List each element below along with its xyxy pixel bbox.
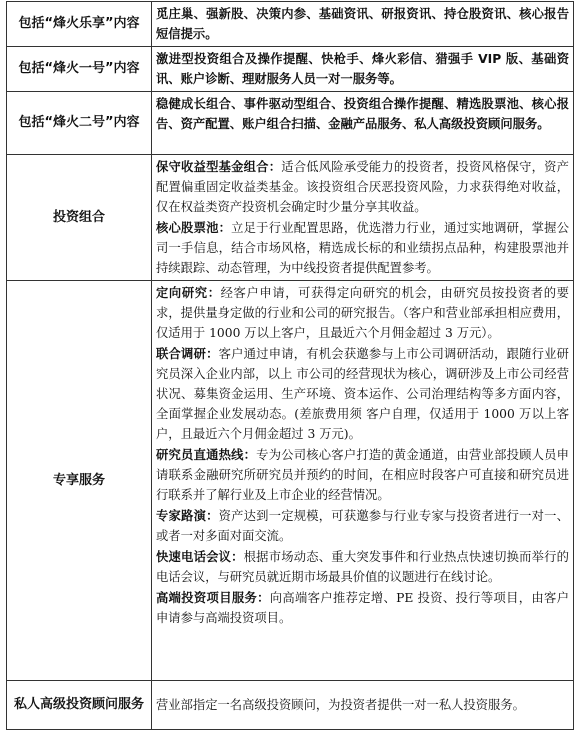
item-term: 快速电话会议： (156, 550, 244, 564)
table-row (7, 681, 574, 730)
table-row (7, 92, 574, 155)
item-term: 核心股票池： (156, 221, 232, 235)
item-term: 高端投资项目服务： (156, 591, 270, 605)
item-text: 资产达到一定规模，可获邀参与行业专家与投资者进行一对一、或者一对多面对面交流。 (156, 509, 569, 543)
row-content (152, 281, 574, 681)
row-label: 专享服务 (7, 281, 152, 681)
table-row (7, 281, 574, 681)
table-row (7, 2, 574, 47)
item-term: 研究员直通热线： (156, 448, 257, 462)
item-text: 客户通过申请，有机会获邀参与上市公司调研活动，跟随行业研究员深入企业内部，以上 市公司的经营现状为核心，调研涉及上市公司经营状况、募集资金运用、生产环境、资本运作、公司治理结构等多方面内容，全面掌握企业发展动态。(差旅费用须 客户自理，仅适用于 1000 万以上客户，且最近六个月佣金超过 3 万元)。 (156, 347, 569, 441)
row-content (152, 155, 574, 281)
list-item (156, 445, 569, 505)
row-label: 私人高级投资顾问服务 (7, 681, 152, 730)
row-content: 营业部指定一名高级投资顾问，为投资者提供一对一私人投资服务。 (152, 681, 574, 730)
list-item (156, 157, 569, 217)
row-label: 包括“烽火乐享”内容 (7, 2, 152, 47)
list-item (156, 344, 569, 444)
item-text: 立足于行业配置思路，优选潜力行业，通过实地调研，掌握公司一手信息，结合市场风格，精选成长标的和业绩拐点品种，构建股票池并持续跟踪、动态管理，为中线投资者提供配置参考。 (156, 221, 569, 275)
table-row (7, 47, 574, 92)
table-row (7, 155, 574, 281)
list-item (156, 547, 569, 587)
list-item (156, 506, 569, 546)
row-label: 包括“烽火二号”内容 (7, 92, 152, 155)
item-text: 向高端客户推荐定增、PE 投资、投行等项目，由客户申请参与高端投资项目。 (156, 591, 569, 625)
list-item (156, 218, 569, 278)
item-term: 保守收益型基金组合： (156, 160, 282, 174)
item-text: 根据市场动态、重大突发事件和行业热点快速切换而举行的电话会议，与研究员就近期市场最具价值的议题进行在线讨论。 (156, 550, 569, 584)
row-content: 觅庄巢、强新股、决策内参、基础资讯、研报资讯、持仓股资讯、核心报告短信提示。 (152, 2, 574, 47)
row-label: 投资组合 (7, 155, 152, 281)
list-item (156, 283, 569, 343)
item-text: 专为公司核心客户打造的黄金通道，由营业部投顾人员申请联系金融研究所研究员并预约的时间，在相应时段客户可直接和研究员进行联系并了解行业及上市企业的经营情况。 (156, 448, 569, 502)
row-label: 包括“烽火一号”内容 (7, 47, 152, 92)
service-table (6, 1, 574, 730)
item-term: 定向研究： (156, 286, 221, 300)
list-item (156, 588, 569, 628)
row-content: 激进型投资组合及操作提醒、快枪手、烽火彩信、猎强手 VIP 版、基础资讯、账户诊断、理财服务人员一对一服务等。 (152, 47, 574, 92)
item-term: 专家路演： (156, 509, 219, 523)
row-content: 稳健成长组合、事件驱动型组合、投资组合操作提醒、精选股票池、核心报告、资产配置、账户组合扫描、金融产品服务、私人高级投资顾问服务。 (152, 92, 574, 155)
item-term: 联合调研： (156, 347, 219, 361)
item-text: 适合低风险承受能力的投资者，投资风格保守，资产配置偏重固定收益类基金。该投资组合厌恶投资风险，力求获得绝对收益，仅在权益类资产投资机会确定时少量分享其收益。 (156, 160, 569, 214)
item-text: 经客户申请，可获得定向研究的机会，由研究员按投资者的要求，提供量身定做的行业和公司的研究报告。（客户和营业部承担相应费用，仅适用于 1000 万以上客户，且最近六个月佣金超过 3 万元）。 (156, 286, 569, 340)
